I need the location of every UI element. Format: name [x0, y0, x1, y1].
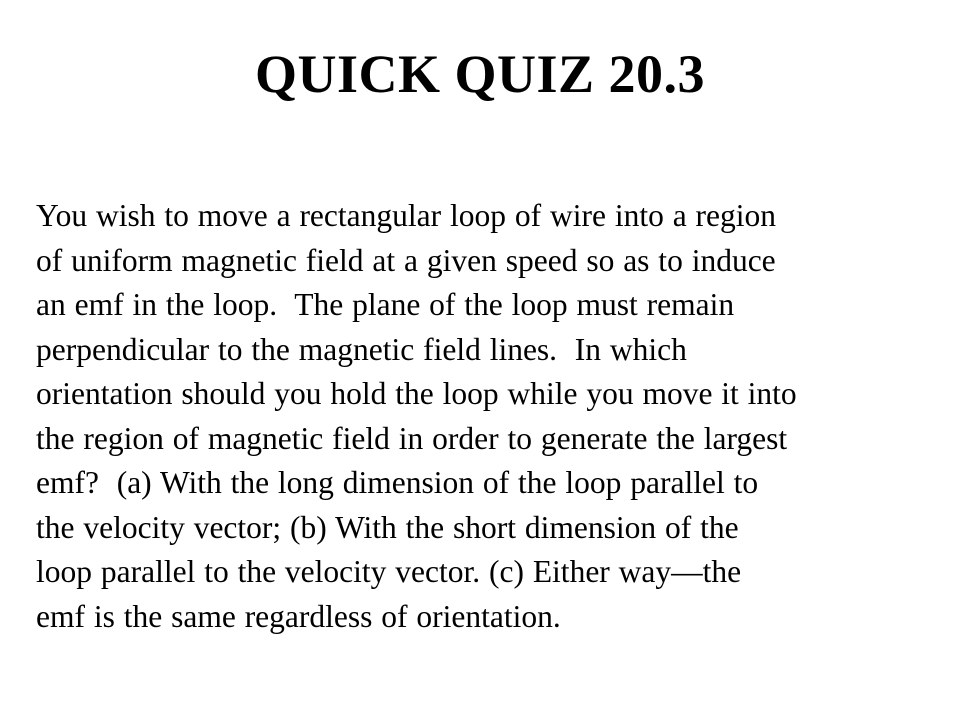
question-line: the velocity vector; (b) With the short dimension of the: [36, 509, 739, 545]
question-line: loop parallel to the velocity vector. (c) Either way—the: [36, 554, 742, 589]
question-line: of uniform magnetic field at a given speed so as to induce: [36, 242, 776, 278]
question-line: You wish to move a rectangular loop of wire into a region: [36, 198, 777, 233]
question-line: emf? (a) With the long dimension of the loop parallel to: [36, 465, 759, 500]
question-line: an emf in the loop. The plane of the loop must remain: [36, 287, 735, 322]
slide-title: QUICK QUIZ 20.3: [254, 44, 706, 104]
question-line: the region of magnetic field in order to generate the largest: [36, 420, 788, 456]
question-line: perpendicular to the magnetic field lines. In which: [36, 331, 687, 367]
question-line: emf is the same regardless of orientation.: [36, 598, 561, 634]
question-text: [36, 194, 928, 639]
question-line: orientation should you hold the loop while you move it into: [36, 376, 797, 411]
